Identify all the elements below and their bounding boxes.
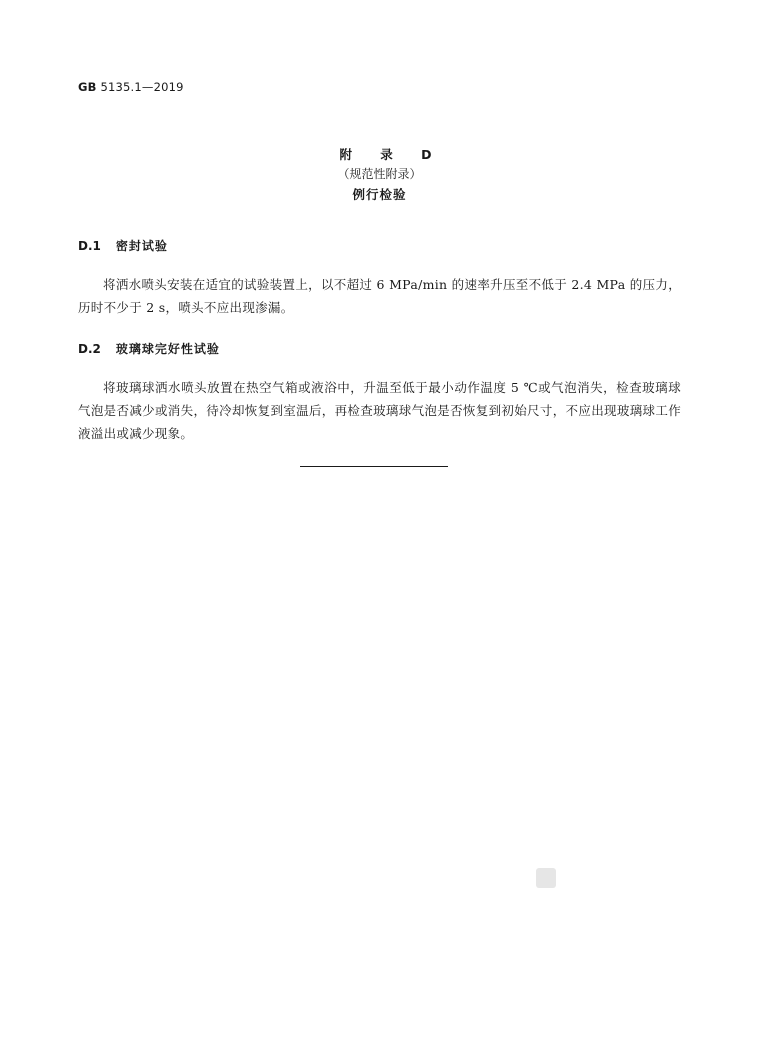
annex-title: 附 录 D bbox=[339, 147, 444, 162]
section-heading-d1 bbox=[78, 237, 168, 254]
standard-prefix: GB bbox=[78, 80, 97, 94]
section-title: 玻璃球完好性试验 bbox=[115, 342, 220, 356]
end-of-annex-rule bbox=[300, 466, 448, 467]
annex-type: （规范性附录） bbox=[337, 167, 422, 181]
annex-name: 例行检验 bbox=[352, 187, 407, 202]
section-body-d1: 将洒水喷头安装在适宜的试验装置上，以不超过 6 MPa/min 的速率升压至不低于 2.4 MPa 的压力，历时不少于 2 s，喷头不应出现渗漏。 bbox=[78, 277, 681, 315]
standard-number: 5135.1—2019 bbox=[100, 80, 184, 94]
section-body-d2: 将玻璃球洒水喷头放置在热空气箱或液浴中，升温至低于最小动作温度 5 ℃或气泡消失，检查玻璃球气泡是否减少或消失，待冷却恢复到室温后，再检查玻璃球气泡是否恢复到初始尺寸，不应出现玻璃球工作液溢出或减少现象。 bbox=[78, 380, 681, 441]
scan-mark bbox=[536, 868, 556, 888]
section-number: D.1 bbox=[78, 239, 101, 253]
standard-code bbox=[78, 80, 184, 94]
section-title: 密封试验 bbox=[115, 239, 168, 253]
section-heading-d2 bbox=[78, 340, 220, 357]
section-number: D.2 bbox=[78, 342, 101, 356]
